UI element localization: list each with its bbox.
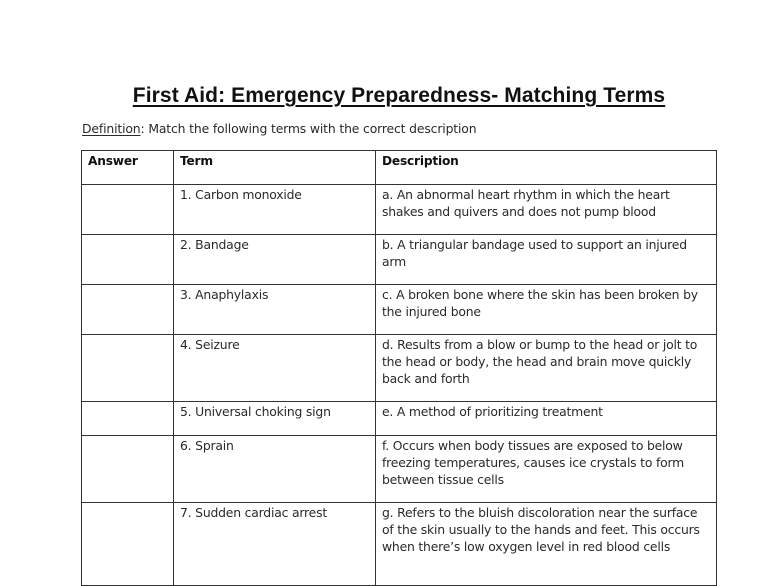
description-cell: c. A broken bone where the skin has been broken by the injured bone [376,285,717,335]
description-cell: f. Occurs when body tissues are exposed to below freezing temperatures, causes ice crystals to form between tissue cells [376,436,717,503]
description-cell: e. A method of prioritizing treatment [376,402,717,436]
term-cell: 1. Carbon monoxide [174,185,376,235]
answer-cell[interactable] [82,185,174,235]
definition-text: Match the following terms with the correct description [144,121,477,136]
table-row [82,235,717,285]
term-cell: 7. Sudden cardiac arrest [174,503,376,586]
table-row [82,402,717,436]
table-row [82,335,717,402]
header-term: Term [174,151,376,185]
answer-cell[interactable] [82,503,174,586]
table-row [82,503,717,586]
definition-label: Definition [82,121,141,136]
term-cell: 6. Sprain [174,436,376,503]
table-row [82,185,717,235]
description-cell: d. Results from a blow or bump to the head or jolt to the head or body, the head and brain move quickly back and forth [376,335,717,402]
answer-cell[interactable] [82,436,174,503]
page-title: First Aid: Emergency Preparedness- Matching Terms [132,84,666,107]
term-cell: 5. Universal choking sign [174,402,376,436]
table-row [82,285,717,335]
description-cell: g. Refers to the bluish discoloration near the surface of the skin usually to the hands and feet. This occurs when there’s low oxygen level in red blood cells [376,503,717,586]
term-cell: 3. Anaphylaxis [174,285,376,335]
answer-cell[interactable] [82,285,174,335]
description-cell: b. A triangular bandage used to support an injured arm [376,235,717,285]
term-cell: 4. Seizure [174,335,376,402]
header-answer: Answer [82,151,174,185]
table-row [82,436,717,503]
table-header-row [82,151,717,185]
matching-table [81,150,717,586]
answer-cell[interactable] [82,235,174,285]
description-cell: a. An abnormal heart rhythm in which the heart shakes and quivers and does not pump blood [376,185,717,235]
answer-cell[interactable] [82,335,174,402]
instructions [82,121,476,136]
answer-cell[interactable] [82,402,174,436]
header-description: Description [376,151,717,185]
definition-separator: : [140,121,145,136]
term-cell: 2. Bandage [174,235,376,285]
